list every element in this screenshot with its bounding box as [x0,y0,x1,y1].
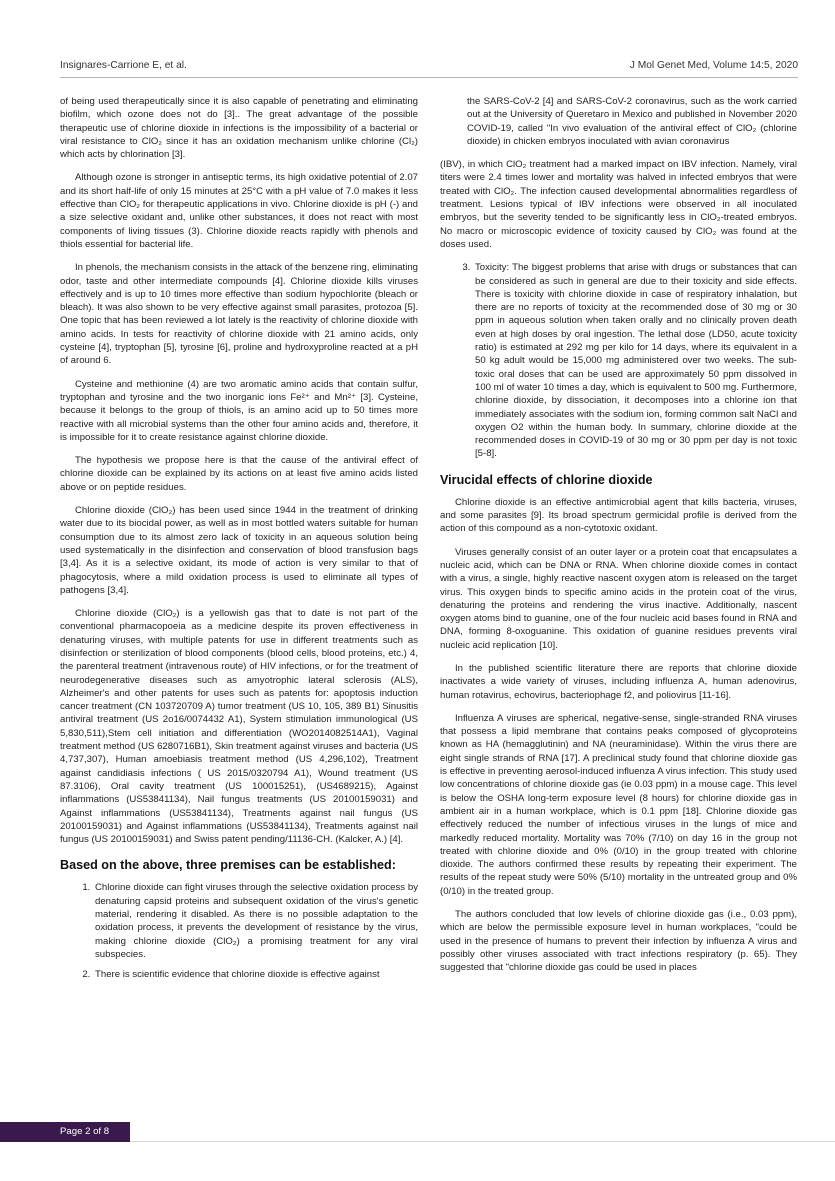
section-heading-premises: Based on the above, three premises can be established: [60,858,396,873]
paragraph: Although ozone is stronger in antiseptic terms, its high oxidative potential of 2.07 and its short half-life of only 15 minutes at 25°C with a pH value of 7.0 makes it less effective than ClO₂ for therapeutic applications in vivo. Chlorine dioxide is pH (-) and a size selective oxidant and, unlike other substances, it does not react with most components of living tissues (3). Chlorine dioxide reacts rapidly with phenols and thiols essential for bacterial life. [60,172,418,250]
paragraph: Chlorine dioxide (ClO₂) has been used since 1944 in the treatment of drinking water due to its biocidal power, as well as in most bottled waters suitable for human consumption due to its almost zero lack of toxicity in an aqueous solution being used systematically in the disinfection and conservation of blood transfusion bags [3,4]. As it is a selective oxidant, its mode of action is very similar to that of phagocytosis, where a mild oxidation process is used to eliminate all types of pathogens [3,4]. [60,505,418,596]
paragraph: Chlorine dioxide is an effective antimicrobial agent that kills bacteria, viruses, and some parasites [9]. Its broad spectrum germicidal profile is derived from the action of this compound as a non-cytotoxic oxidant. [440,496,797,535]
premises-list-continued [440,261,797,460]
right-column [440,95,797,985]
paragraph: the SARS-CoV-2 [4] and SARS-CoV-2 coronavirus, such as the work carried out at the University of Queretaro in Mexico and published in November 2020 COVID-19, called "In vivo evaluation of the antiviral effect of ClO₂ (chlorine dioxide) in chicken embryos inoculated with avian coronavirus [467,96,797,147]
paragraph: Cysteine and methionine (4) are two aromatic amino acids that contain sulfur, tryptophan and tyrosine and the two inorganic ions Fe²⁺ and Mn²⁺ [3]. Cysteine, because it belongs to the group of thiols, is an amino acid up to 50 times more reactive with all microbial systems than the other four amino acids and, therefore, it is impossible for it to create resistance against chlorine dioxide. [60,378,418,443]
paragraph: (IBV), in which ClO₂ treatment had a marked impact on IBV infection. Namely, viral titers were 2.4 times lower and mortality was halved in infected embryos that were treated with ClO₂. The infection caused developmental abnormalities regardless of treatment. Lesions typical of IBV infections were observed in all inoculated embryos, but the severity tended to be significantly less in ClO₂-treated embryos. No macro or microscopic evidence of toxicity caused by ClO₂ was found at the doses used. [440,159,797,250]
paragraph: In the published scientific literature there are reports that chlorine dioxide inactivates a wide variety of viruses, including influenza A, human adenovirus, human rotavirus, echovirus, bacteriophage f2, and poliovirus [11-16]. [440,662,797,701]
footer-divider [130,1141,835,1142]
premise-item-2: 2. There is scientific evidence that chlorine dioxide is effective against [93,968,418,981]
paragraph: In phenols, the mechanism consists in the attack of the benzene ring, eliminating odor, taste and other intermediate compounds [4]. Chlorine dioxide kills viruses effectively and is up to 10 times more effective than sodium hypochlorite (bleach or bleach). It was also shown to be very effective against small parasites, protozoa [5]. One topic that has been reviewed a lot lately is the reactivity of chlorine dioxide with amino acids. In tests for reactivity of chlorine dioxide with 21 amino acids, only cysteine [4], tryptophan [5], tyrosine [6], proline and hydroxyproline reacted at a pH of around 6. [60,262,418,367]
premise-item-1: 1. Chlorine dioxide can fight viruses through the selective oxidation process by denaturing capsid proteins and subsequent oxidation of the virus's genetic material, rendering it disabled. As there is no possible adaptation to the oxidation process, it prevents the development of resistance by the virus, making chlorine dioxide (ClO₂) a promising treatment for any viral subspecies. [93,881,418,961]
page-number: Page 2 of 8 [60,1126,110,1137]
header-divider [60,77,798,78]
paragraph: Viruses generally consist of an outer layer or a protein coat that encapsulates a nucleic acid, which can be DNA or RNA. When chlorine dioxide comes in contact with a virus, a single, highly reactive nascent oxygen atom is released on the target virus. This oxygen binds to specific amino acids in the protein coat of the virus, denaturing the proteins and rendering the virus inactive. Additionally, nascent oxygen atoms bind to guanine, one of the four nucleic acid bases found in RNA and DNA, forming 8-oxoguanine. This oxidation of guanine residues prevents viral nucleic acid replication [10]. [440,546,797,651]
paragraph: Chlorine dioxide (ClO₂) is a yellowish gas that to date is not part of the conventional pharmacopoeia as a medicine despite its proven effectiveness in denaturing viruses, with multiple patents for use in different treatments such as disinfection or sterilization of blood components (blood cells, blood proteins, etc.) 4, the parenteral treatment (intravenous route) of HIV infections, or for the treatment of neurodegenerative diseases such as amyotrophic lateral sclerosis (ALS), Alzheimer's and other patents for uses such as patents for: apoptosis induction cancer treatment (CN 103720709 A) tumor treatment (US 10, 105, 389 B1) Sinusitis antiviral treatment (US 2o16/0074432 A1), System stimulation immunological (US 5,830,511),Stem cell initiation and differentiation (WO2014082514A1), Vaginal treatment method (US 6280716B1), Skin treatment against viruses and bacteria (US 4,737,307), Human amoebiasis treatment method (US 4,296,102), Treatment against candidiasis infections ( US 2015/0320794 A1), Wound treatment (US 87.3106), Oral cavity treatment (US 100015251), (US4689215), Against inflammations (US53841134), Nail fungus treatments (US 20100159031) and Against inflammations (US53841134), Treatments against nail fungus (US 20100159031) and Against inflammations (US53841134), Treatments against nail fungus (US 20100159031) and Swiss patent pending/11136-CH. (Kalcker, A.) [4]. [60,608,418,846]
paragraph: of being used therapeutically since it is also capable of penetrating and eliminating biofilm, which ozone does not do [3].. The great advantage of the possible therapeutic use of chlorine dioxide in infections is the impossibility of a bacterial or viral resistance to ClO₂ since it has an oxidation mechanism unlike chlorine (Cl₂) which acts by chlorination [3]. [60,96,418,161]
running-header-journal: J Mol Genet Med, Volume 14:5, 2020 [629,60,798,71]
paragraph: The authors concluded that low levels of chlorine dioxide gas (i.e., 0.03 ppm), which are below the permissible exposure level in human workplaces, "could be used in the presence of humans to prevent their infection by influenza A virus and possibly other viruses associated with tract infections respiratory (p. 65). They suggested that "chlorine dioxide gas could be used in places [440,909,797,974]
section-heading-virucidal: Virucidal effects of chlorine dioxide [440,472,653,487]
left-column [60,95,418,992]
paragraph: The hypothesis we propose here is that the cause of the antiviral effect of chlorine dioxide can be explained by its actions on at least five amino acids listed above or on peptide residues. [60,455,418,493]
premise-item-3: 3. Toxicity: The biggest problems that arise with drugs or substances that can be considered as such in general are due to their toxicity and side effects. There is toxicity with chlorine dioxide in case of respiratory inhalation, but there are no reports of toxicity at the recommended dose of 30 mg or 30 ppm in aqueous solution when taken orally and no clinically proven death even at high doses by oral ingestion. The lethal dose (LD50, acute toxicity ratio) is estimated at 292 mg per kilo for 14 days, where its equivalent in a 50 kg adult would be 15,000 mg administered over two weeks. The sub-toxic oral doses that can be used are approximately 50 ppm dissolved in 100 ml of water 10 times a day, which is equivalent to 500 mg. Furthermore, chlorine dioxide, by dissociation, it decomposes into a chlorine ion that immediately associates with the sodium ion, forming common salt NaCl and oxygen O2 within the human body. In summary, chlorine dioxide at the recommended doses in COVID-19 of 30 mg or 30 ppm per day is not toxic [5-8]. [473,261,797,460]
premises-list [60,881,418,981]
running-header-authors: Insignares-Carrione E, et al. [60,60,187,71]
paragraph: Influenza A viruses are spherical, negative-sense, single-stranded RNA viruses that possess a lipid membrane that contains peaks composed of glycoproteins known as HA (hemagglutinin) and NA (neuraminidase). Within the virus there are eight single strands of RNA [17]. A preclinical study found that chlorine dioxide gas is effective in preventing aerosol-induced influenza A virus infection. This study used low concentrations of chlorine dioxide gas (ie 0.03 ppm) in a mouse cage. This level is below the OSHA long-term exposure level (8 hours) for chlorine dioxide gas in ambient air in a human workplace, which is 0.1 ppm [18]. Chlorine dioxide gas effectively reduced the number of infectious viruses in the lungs of mice and markedly reduced mortality. Mortality was 70% (7/10) on day 16 in the group not treated with chlorine dioxide and 0% (0/10) in the group treated with chlorine dioxide. The authors confirmed these results by repeating their experiment. The results of the repeat study were 50% (5/10) mortality in the untreated group and 0% (0/10) in the treated group. [440,712,797,897]
